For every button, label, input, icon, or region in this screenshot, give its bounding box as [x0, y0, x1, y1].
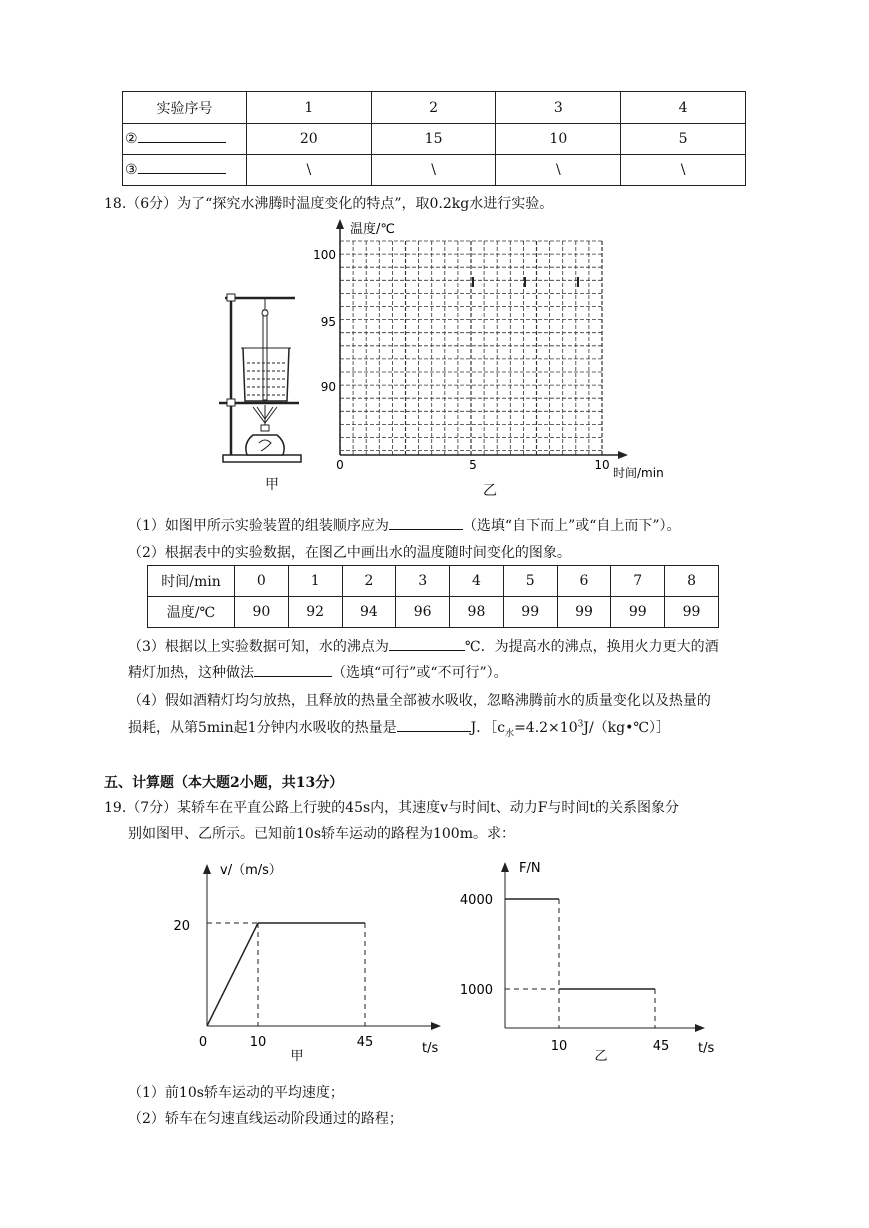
temperature-chart [313, 215, 680, 500]
x-tick-label: 0 [336, 458, 344, 472]
table-cell: 99 [557, 597, 611, 628]
q19-intro: 19.（7分）某轿车在平直公路上行驶的45s内，其速度v与时间t、动力F与时间t的关系图象分 [104, 800, 680, 816]
table-cell: \ [621, 155, 746, 186]
table-cell: 5 [621, 124, 746, 155]
q18-part3-cont: 精灯加热，这种做法 （选填“可行”或“不可行”）。 [128, 665, 508, 681]
table-cell: 7 [611, 566, 665, 597]
y-axis-label: 温度/℃ [350, 222, 395, 237]
experiment-table [122, 91, 746, 186]
y-tick-label: 4000 [459, 893, 493, 908]
q18-part4: （4）假如酒精灯均匀放热，且释放的热量全部被水吸收，忽略沸腾前水的质量变化以及热量的 [128, 693, 711, 709]
table-row-label: ③ [123, 155, 247, 186]
q18-part4-cont: 损耗，从第5min起1分钟内水吸收的热量是 J．$[c_水=4.2\times 10^3J/(kg•℃)]$ [128, 719, 671, 739]
table-cell: 90 [235, 597, 289, 628]
y-tick-label: 95 [320, 315, 336, 329]
q18-part3: （3）根据以上实验数据可知，水的沸点为 ℃．为提高水的沸点，换用火力更大的酒 [128, 639, 719, 655]
x-axis-label: 时间/min [613, 466, 664, 480]
x-tick-label: 45 [652, 1039, 670, 1054]
temperature-table [147, 565, 719, 628]
graph-caption: 甲 [290, 1049, 304, 1064]
x-axis-label: t/s [698, 1041, 715, 1056]
x-tick-label: 5 [469, 458, 477, 472]
force-time-graph [455, 850, 725, 1065]
table-row-label: ② [123, 124, 247, 155]
table-cell: 5 [503, 566, 557, 597]
table-cell: 6 [557, 566, 611, 597]
table-header-cell: 3 [496, 92, 621, 124]
table-cell: \ [496, 155, 621, 186]
table-header-cell: 时间/min [148, 566, 235, 597]
table-cell: 2 [342, 566, 396, 597]
q19-intro-cont: 别如图甲、乙所示。已知前10s轿车运动的路程为100m。求： [128, 826, 515, 842]
table-cell: 96 [396, 597, 450, 628]
q18-intro: 18.（6分）为了“探究水沸腾时温度变化的特点”，取0.2kg水进行实验。 [104, 196, 554, 212]
table-cell: 15 [371, 124, 496, 155]
x-tick-label: 10 [594, 458, 610, 472]
q18-part1: （1）如图甲所示实验装置的组装顺序应为 （选填“自下而上”或“自上而下”）。 [128, 518, 681, 534]
table-header-cell: 温度/℃ [148, 597, 235, 628]
y-axis-label: v/（m/s） [220, 863, 282, 878]
fig-a-caption: 甲 [265, 477, 279, 493]
section-title: 五、计算题（本大题2小题，共13分） [104, 775, 344, 791]
table-header-cell: 4 [621, 92, 746, 124]
x-axis-arrow [618, 451, 628, 459]
x-tick-label: 45 [356, 1035, 374, 1050]
graph-caption: 乙 [594, 1049, 608, 1064]
table-cell: 0 [235, 566, 289, 597]
x-axis-label: t/s [422, 1041, 439, 1056]
table-header-cell: 2 [371, 92, 496, 124]
y-tick-label: 20 [173, 919, 190, 934]
x-tick-label: 10 [249, 1035, 267, 1050]
y-axis-label: F/N [519, 861, 541, 876]
velocity-line [207, 923, 258, 1026]
table-cell: 4 [450, 566, 504, 597]
table-cell: 92 [288, 597, 342, 628]
table-cell: 99 [665, 597, 719, 628]
y-axis-arrow [501, 862, 509, 872]
y-tick-label: 100 [313, 248, 336, 262]
table-cell: 10 [496, 124, 621, 155]
y-axis-arrow [203, 864, 211, 874]
table-cell: 3 [396, 566, 450, 597]
table-cell: 20 [246, 124, 371, 155]
y-axis-arrow [336, 219, 344, 229]
table-cell: \ [246, 155, 371, 186]
q18-part2: （2）根据表中的实验数据，在图乙中画出水的温度随时间变化的图象。 [128, 545, 571, 561]
q19-part2: （2）轿车在匀速直线运动阶段通过的路程； [128, 1111, 403, 1127]
apparatus-figure [215, 285, 325, 485]
x-tick-label: 10 [550, 1039, 568, 1054]
table-cell: \ [371, 155, 496, 186]
table-header-cell: 实验序号 [123, 92, 247, 124]
velocity-time-graph [160, 850, 460, 1065]
fig-b-caption: 乙 [483, 483, 497, 499]
x-tick-label: 0 [198, 1035, 208, 1050]
y-tick-label: 1000 [459, 983, 493, 998]
table-cell: 1 [288, 566, 342, 597]
table-cell: 98 [450, 597, 504, 628]
y-tick-label: 90 [320, 380, 336, 394]
x-axis-arrow [431, 1022, 441, 1030]
table-cell: 99 [503, 597, 557, 628]
x-axis-arrow [695, 1024, 705, 1032]
table-cell: 94 [342, 597, 396, 628]
table-header-cell: 1 [246, 92, 371, 124]
table-cell: 8 [665, 566, 719, 597]
table-cell: 99 [611, 597, 665, 628]
q19-part1: （1）前10s轿车运动的平均速度； [128, 1085, 344, 1101]
